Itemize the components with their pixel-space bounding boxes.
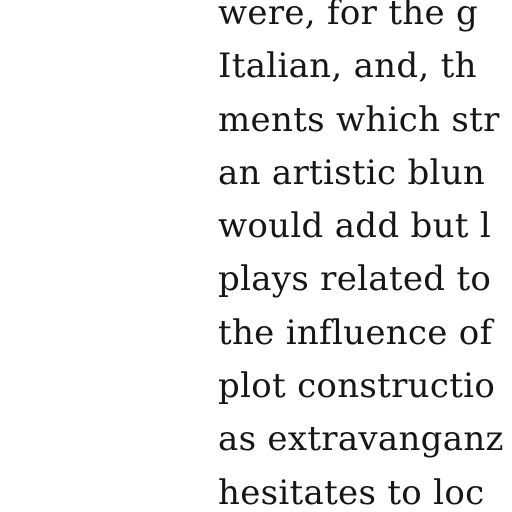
text-line-7: the influence of — [218, 312, 493, 353]
text-line-10: hesitates to loc — [218, 472, 485, 512]
body-text — [218, 0, 512, 512]
text-line-2: Italian, and, th — [218, 46, 477, 87]
text-line-9: as extravanganz — [218, 419, 504, 460]
text-line-8: plot constructio — [218, 366, 496, 407]
text-line-1: were, for the g — [218, 0, 479, 33]
text-line-3: ments which str — [218, 99, 500, 140]
text-line-6: plays related to — [218, 259, 492, 300]
text-line-4: an artistic blun — [218, 152, 486, 193]
text-line-5: would add but l — [218, 206, 492, 247]
